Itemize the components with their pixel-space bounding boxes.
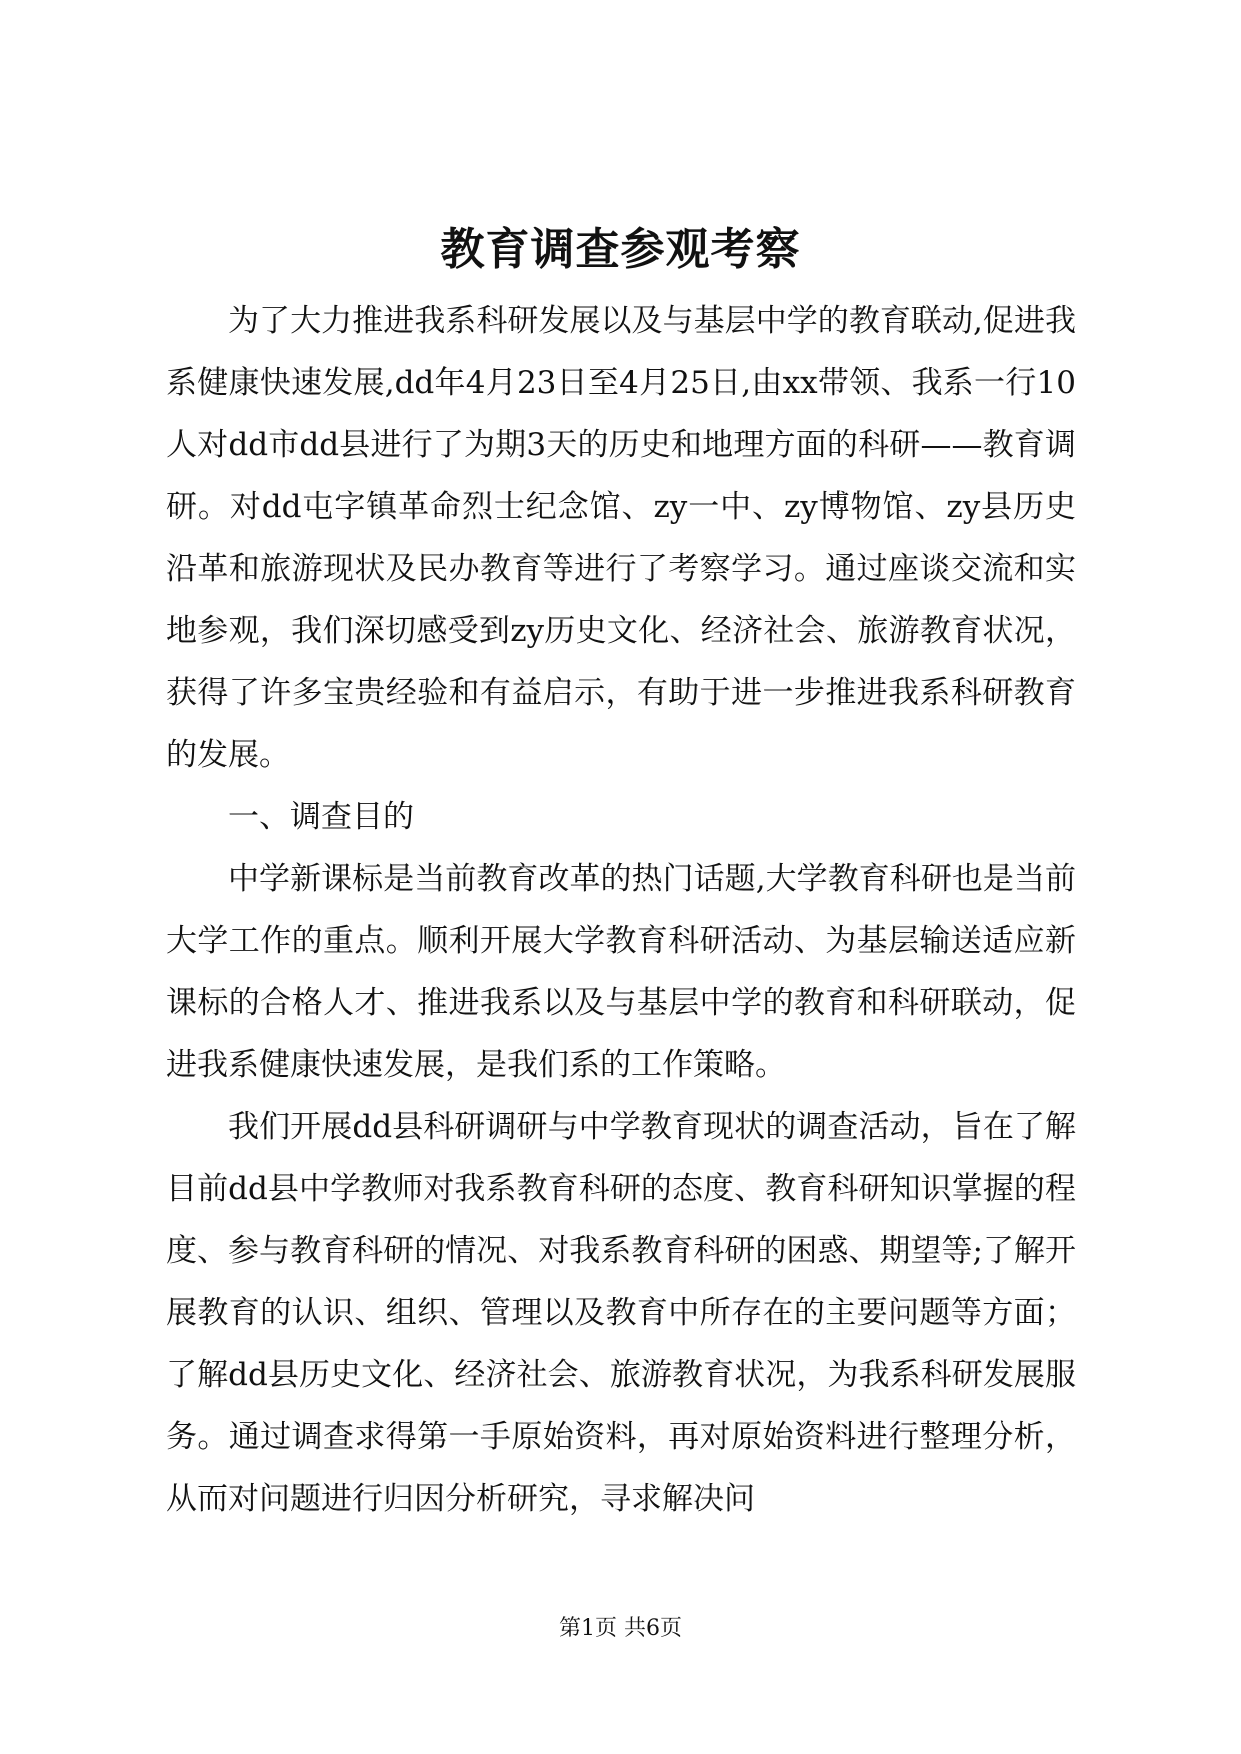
- page-number-footer: 第1页 共6页: [559, 1616, 682, 1641]
- section-heading-purpose: 一、调查目的: [228, 799, 414, 835]
- paragraph-activity: 我们开展dd县科研调研与中学教育现状的调查活动，旨在了解目前dd县中学教师对我系教育科研的态度、教育科研知识掌握的程度、参与教育科研的情况、对我系教育科研的困惑、期望等;了解开展教育的认识、组织、管理以及教育中所存在的主要问题等方面；了解dd县历史文化、经济社会、旅游教育状况，为我系科研发展服务。通过调查求得第一手原始资料，再对原始资料进行整理分析，从而对问题进行归因分析研究，寻求解决问: [166, 1109, 1076, 1517]
- document-title: 教育调查参观考察: [440, 224, 801, 275]
- document-body: [166, 290, 1076, 1530]
- paragraph-intro: 为了大力推进我系科研发展以及与基层中学的教育联动,促进我系健康快速发展,dd年4月23日至4月25日,由xx带领、我系一行10人对dd市dd县进行了为期3天的历史和地理方面的科研——教育调研。对dd屯字镇革命烈士纪念馆、zy一中、zy博物馆、zy县历史沿革和旅游现状及民办教育等进行了考察学习。通过座谈交流和实地参观，我们深切感受到zy历史文化、经济社会、旅游教育状况，获得了许多宝贵经验和有益启示，有助于进一步推进我系科研教育的发展。: [166, 303, 1076, 773]
- paragraph-purpose: 中学新课标是当前教育改革的热门话题,大学教育科研也是当前大学工作的重点。顺利开展大学教育科研活动、为基层输送适应新课标的合格人才、推进我系以及与基层中学的教育和科研联动，促进我系健康快速发展，是我们系的工作策略。: [166, 861, 1076, 1083]
